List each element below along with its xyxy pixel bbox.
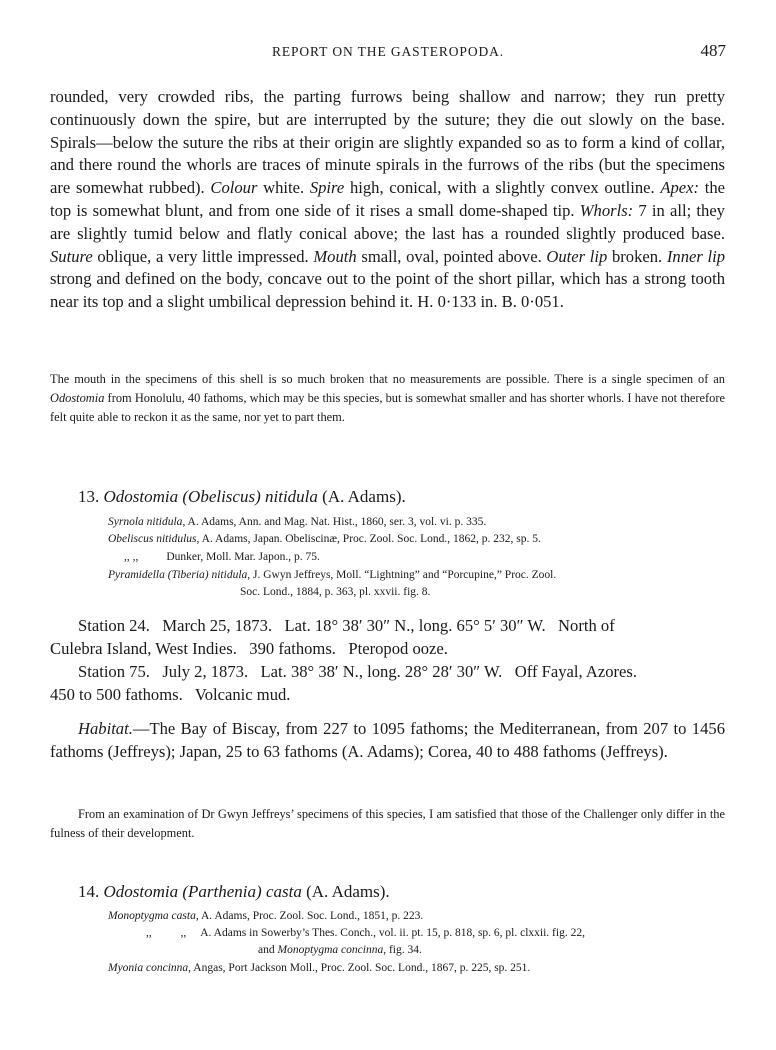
synonym-ref: , A. Adams, Ann. and Mag. Nat. Hist., 1860, ser. 3, vol. vi. p. 335. bbox=[182, 516, 487, 528]
suture-text: oblique, a very little impressed. bbox=[92, 246, 314, 266]
spire-label: Spire bbox=[309, 178, 345, 198]
synonym-cont-text: , fig. 34. bbox=[383, 944, 422, 956]
synonym-line bbox=[108, 533, 541, 545]
synonym-line-cont bbox=[258, 944, 422, 956]
species-13-genus: Odostomia bbox=[103, 487, 179, 506]
synonym-ref: , J. Gwyn Jeffreys, Moll. “Lightning” and “Porcupine,” Proc. Zool. bbox=[247, 569, 557, 581]
species-14-subgenus: (Parthenia) bbox=[182, 882, 262, 901]
inner-lip-label: Inner lip bbox=[666, 246, 726, 266]
synonym-name: Syrnola nitidula bbox=[108, 516, 183, 528]
species-14-species: casta bbox=[265, 882, 302, 901]
species-14-heading bbox=[78, 882, 390, 902]
synonym-ref: , Angas, Port Jackson Moll., Proc. Zool. Soc. Lond., 1867, p. 225, sp. 251. bbox=[188, 962, 531, 974]
synonym-ref: , A. Adams, Proc. Zool. Soc. Lond., 1851, p. 223. bbox=[195, 910, 424, 922]
station-75-line2: 450 to 500 fathoms. Volcanic mud. bbox=[50, 685, 291, 704]
description-text: rounded, very crowded ribs, the parting furrows being shallow and narrow; they run pretty continuously down the spire, but are interrupted by the suture; they die out slowly on the base. Spirals—below the suture the ribs at their origin are slightly expanded so as to form a kind of collar, and there round the whorls are traces of minute spirals in the furrows of the ribs (but the specimens are somewhat rubbed). bbox=[50, 87, 725, 198]
habitat-text: —The Bay of Biscay, from 227 to 1095 fathoms; the Mediterranean, from 207 to 1456 fathoms (Jeffreys); Japan, 25 to 63 fathoms (A. Adams); Corea, 40 to 488 fathoms (Jeffreys). bbox=[50, 719, 725, 761]
species-13-species: nitidula bbox=[265, 487, 318, 506]
station-75-line1: Station 75. July 2, 1873. Lat. 38° 38′ N., long. 28° 28′ 30″ W. Off Fayal, Azores. bbox=[78, 662, 638, 681]
whorls-label: Whorls: bbox=[579, 200, 634, 220]
inner-lip-text: strong and defined on the body, concave out to the point of the short pillar, which has a strong tooth near its top and a slight umbilical depression behind it. H. 0·133 in. B. 0·051. bbox=[50, 269, 725, 312]
synonym-line bbox=[108, 962, 530, 974]
colour-label: Colour bbox=[210, 178, 258, 198]
synonym-line bbox=[108, 910, 423, 922]
outer-lip-text: broken. bbox=[607, 246, 667, 266]
synonym-line bbox=[124, 551, 320, 563]
station-24-line2: Culebra Island, West Indies. 390 fathoms. Pteropod ooze. bbox=[50, 639, 448, 658]
whorls-text: 7 in all; they are slightly tumid below and flatly conical above; the last has a rounded slightly produced base. bbox=[50, 200, 725, 243]
description-paragraph bbox=[50, 86, 725, 314]
spire-text: high, conical, with a slightly convex outline. bbox=[344, 178, 661, 198]
synonym-cont-text: and bbox=[258, 944, 278, 956]
ditto-marks: ,, ,, bbox=[124, 551, 139, 563]
page-number: 487 bbox=[700, 41, 726, 60]
synonym-name: Myonia concinna bbox=[108, 962, 189, 974]
note-text-a: The mouth in the specimens of this shell is so much broken that no measurements are possible. There is a single specimen of an bbox=[50, 372, 725, 386]
station-24-line1: Station 24. March 25, 1873. Lat. 18° 38′ 30″ N., long. 65° 5′ 30″ W. North of bbox=[78, 616, 615, 635]
apex-text: the top is somewhat blunt, and from one side of it rises a small dome-shaped tip. bbox=[50, 178, 725, 220]
running-header bbox=[0, 41, 776, 66]
synonym-ref: A. Adams in Sowerby’s Thes. Conch., vol. ii. pt. 15, p. 818, sp. 6, pl. clxxii. fig. 22, bbox=[200, 927, 585, 939]
species-13-heading bbox=[78, 487, 406, 507]
running-title: REPORT ON THE GASTEROPODA. bbox=[271, 44, 505, 59]
species-13-note: From an examination of Dr Gwyn Jeffreys’ specimens of this species, I am satisfied that those of the Challenger only differ in the fulness of their development. bbox=[50, 807, 725, 840]
synonym-ref: , A. Adams, Japan. Obeliscinæ, Proc. Zool. Soc. Lond., 1862, p. 232, sp. 5. bbox=[196, 533, 541, 545]
synonym-name: Obeliscus nitidulus bbox=[108, 533, 197, 545]
suture-label: Suture bbox=[50, 246, 93, 266]
synonym-line bbox=[146, 927, 585, 939]
species-13-author: (A. Adams). bbox=[322, 487, 406, 506]
species-13-subgenus: (Obeliscus) bbox=[182, 487, 261, 506]
note-genus: Odostomia bbox=[50, 391, 105, 405]
apex-label: Apex: bbox=[660, 178, 700, 198]
note-text-b: from Honolulu, 40 fathoms, which may be this species, but is somewhat smaller and has shorter whorls. I have not therefore felt quite able to reckon it as the same, nor yet to part them. bbox=[50, 391, 725, 424]
synonym-name: Monoptygma casta bbox=[108, 910, 196, 922]
synonym-name: Monoptygma concinna bbox=[277, 944, 384, 956]
note-paragraph bbox=[50, 370, 725, 427]
species-14-number: 14. bbox=[78, 882, 100, 901]
species-13-number: 13. bbox=[78, 487, 100, 506]
synonym-line bbox=[108, 569, 556, 581]
mouth-text: small, oval, pointed above. bbox=[356, 246, 547, 266]
synonym-line bbox=[108, 516, 486, 528]
habitat-label: Habitat. bbox=[78, 719, 133, 738]
synonym-ref: Dunker, Moll. Mar. Japon., p. 75. bbox=[166, 551, 320, 563]
habitat-paragraph bbox=[50, 718, 725, 764]
synonym-line-cont: Soc. Lond., 1884, p. 363, pl. xxvii. fig. 8. bbox=[240, 586, 431, 598]
colour-text: white. bbox=[257, 178, 310, 198]
outer-lip-label: Outer lip bbox=[546, 246, 608, 266]
ditto-marks: ,, ,, bbox=[146, 927, 187, 939]
species-14-author: (A. Adams). bbox=[306, 882, 390, 901]
mouth-label: Mouth bbox=[313, 246, 357, 266]
synonym-name: Pyramidella (Tiberia) nitidula bbox=[108, 569, 248, 581]
species-14-genus: Odostomia bbox=[103, 882, 179, 901]
